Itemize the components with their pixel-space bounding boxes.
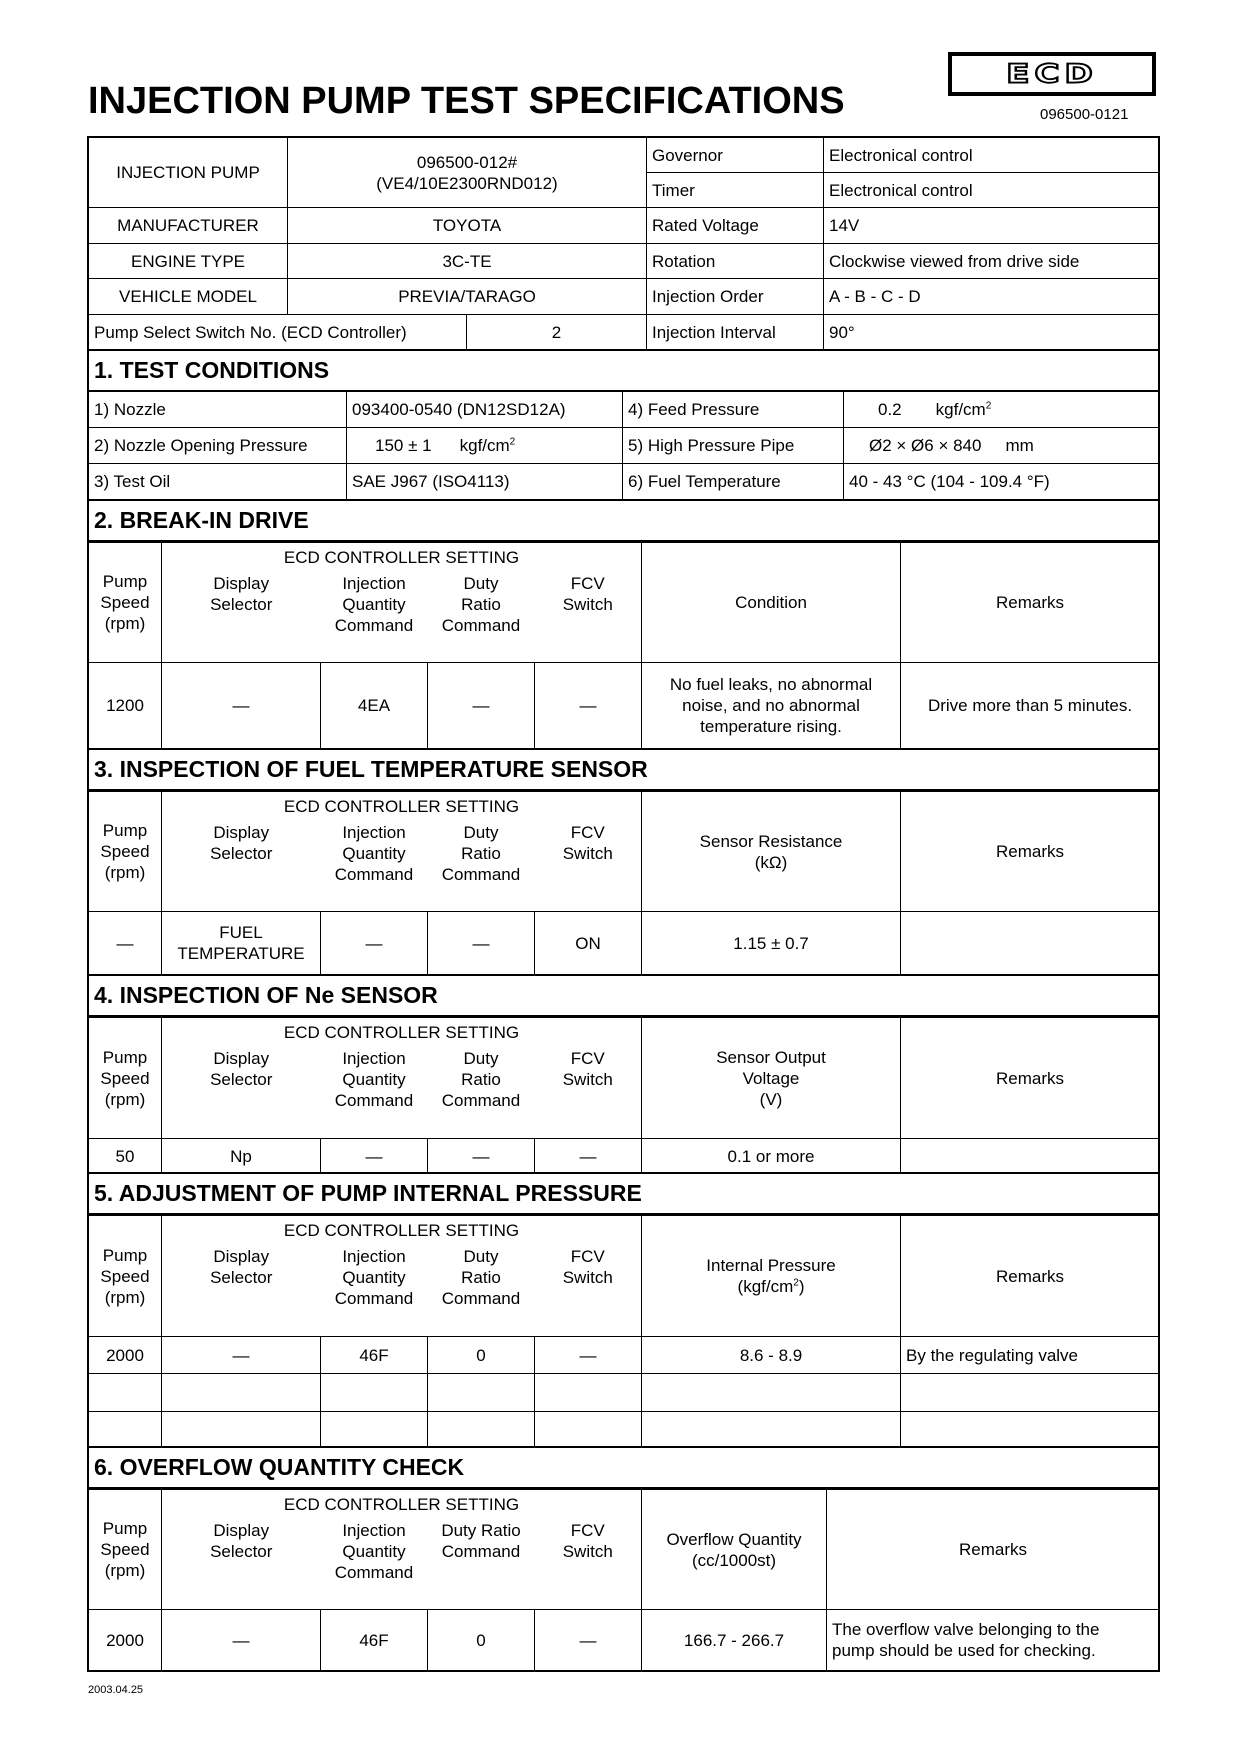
fcv-switch-header: FCV Switch (535, 1048, 642, 1139)
display-selector-cell: FUEL TEMPERATURE (162, 912, 321, 975)
sensor-resistance-header: Sensor Resistance (kΩ) (642, 792, 901, 912)
sensor-output-voltage-cell: 0.1 or more (642, 1139, 901, 1174)
rated-voltage-label: Rated Voltage (647, 208, 824, 244)
ecd-controller-setting-header: ECD CONTROLLER SETTING (162, 1018, 642, 1048)
rated-voltage-value: 14V (824, 208, 1160, 244)
manufacturer-label: MANUFACTURER (89, 208, 288, 244)
pump-speed-cell: — (89, 912, 162, 975)
duty-ratio-cell: — (428, 663, 535, 749)
injection-quantity-cell: 4EA (321, 663, 428, 749)
test-oil-value: SAE J967 (ISO4113) (347, 464, 623, 500)
injection-quantity-cell: 46F (321, 1337, 428, 1374)
display-selector-cell: — (162, 1610, 321, 1671)
pump-speed-cell: 50 (89, 1139, 162, 1174)
pump-speed-cell: 2000 (89, 1610, 162, 1671)
section-1-title: 1. TEST CONDITIONS (88, 349, 1159, 392)
internal-pressure-cell: 8.6 - 8.9 (642, 1337, 901, 1374)
duty-ratio-command-header: Duty Ratio Command (428, 822, 535, 912)
ecd-controller-setting-header: ECD CONTROLLER SETTING (162, 1216, 642, 1246)
break-in-drive-table (88, 542, 1160, 749)
fcv-switch-cell: — (535, 663, 642, 749)
remarks-header: Remarks (901, 1216, 1160, 1337)
pump-speed-header: Pump Speed (rpm) (89, 543, 162, 663)
manufacturer-value: TOYOTA (288, 208, 647, 244)
remarks-cell: By the regulating valve (901, 1337, 1160, 1374)
rotation-label: Rotation (647, 244, 824, 279)
vehicle-model-label: VEHICLE MODEL (89, 279, 288, 315)
ecd-logo (948, 52, 1156, 96)
injection-quantity-command-header: Injection Quantity Command (321, 1048, 428, 1139)
injection-quantity-cell: 46F (321, 1610, 428, 1671)
test-oil-label: 3) Test Oil (89, 464, 347, 500)
pump-info-table (88, 137, 647, 315)
display-selector-header: Display Selector (162, 573, 321, 663)
document-number: 096500-0121 (1040, 106, 1129, 123)
pump-speed-header: Pump Speed (rpm) (89, 1490, 162, 1610)
high-pressure-pipe-value: Ø2 × Ø6 × 840 mm (844, 428, 1160, 464)
governor-value: Electronical control (824, 138, 1160, 173)
injection-pump-label: INJECTION PUMP (89, 138, 288, 208)
vehicle-model-value: PREVIA/TARAGO (288, 279, 647, 315)
remarks-header: Remarks (901, 1018, 1160, 1139)
fcv-switch-cell: — (535, 1337, 642, 1374)
remarks-header: Remarks (901, 543, 1160, 663)
pump-select-table (88, 314, 647, 351)
display-selector-header: Display Selector (162, 1520, 321, 1610)
fcv-switch-cell: — (535, 1139, 642, 1174)
fcv-switch-header: FCV Switch (535, 1246, 642, 1337)
remarks-cell: Drive more than 5 minutes. (901, 663, 1160, 749)
injection-interval-value: 90° (824, 315, 1160, 351)
pump-internal-pressure-table (88, 1215, 1160, 1447)
duty-ratio-command-header: Duty Ratio Command (428, 573, 535, 663)
rotation-value: Clockwise viewed from drive side (824, 244, 1160, 279)
internal-pressure-header: Internal Pressure $(kgf/cm^2)$ (642, 1216, 901, 1337)
injection-quantity-command-header: Injection Quantity Command (321, 573, 428, 663)
remarks-cell: The overflow valve belonging to the pump should be used for checking. (827, 1610, 1160, 1671)
section-5-title: 5. ADJUSTMENT OF PUMP INTERNAL PRESSURE (88, 1172, 1159, 1215)
injection-quantity-command-header: Injection Quantity Command (321, 822, 428, 912)
pump-speed-cell: 1200 (89, 663, 162, 749)
timer-value: Electronical control (824, 173, 1160, 208)
display-selector-cell: — (162, 663, 321, 749)
ne-sensor-table (88, 1017, 1160, 1174)
overflow-quantity-header: Overflow Quantity (cc/1000st) (642, 1490, 827, 1610)
display-selector-header: Display Selector (162, 822, 321, 912)
footer-date: 2003.04.25 (88, 1684, 144, 1696)
sensor-resistance-cell: 1.15 ± 0.7 (642, 912, 901, 975)
display-selector-header: Display Selector (162, 1246, 321, 1337)
fcv-switch-header: FCV Switch (535, 822, 642, 912)
injection-order-label: Injection Order (647, 279, 824, 315)
duty-ratio-cell: 0 (428, 1337, 535, 1374)
nozzle-value: 093400-0540 (DN12SD12A) (347, 392, 623, 428)
fuel-temperature-label: 6) Fuel Temperature (623, 464, 844, 500)
pump-speed-header: Pump Speed (rpm) (89, 792, 162, 912)
remarks-cell (901, 912, 1160, 975)
overflow-quantity-cell: 166.7 - 266.7 (642, 1610, 827, 1671)
engine-type-label: ENGINE TYPE (89, 244, 288, 279)
pump-speed-header: Pump Speed (rpm) (89, 1018, 162, 1139)
sensor-output-voltage-header: Sensor Output Voltage (V) (642, 1018, 901, 1139)
remarks-cell (901, 1139, 1160, 1174)
section-2-title: 2. BREAK-IN DRIVE (88, 499, 1159, 542)
duty-ratio-cell: — (428, 1139, 535, 1174)
nozzle-label: 1) Nozzle (89, 392, 347, 428)
fuel-temperature-value: 40 - 43 °C (104 - 109.4 °F) (844, 464, 1160, 500)
ecd-logo-text: ECD (1006, 59, 1098, 89)
injection-quantity-cell: — (321, 1139, 428, 1174)
duty-ratio-command-header: Duty Ratio Command (428, 1048, 535, 1139)
fcv-switch-cell: ON (535, 912, 642, 975)
duty-ratio-cell: 0 (428, 1610, 535, 1671)
section-3-title: 3. INSPECTION OF FUEL TEMPERATURE SENSOR (88, 748, 1159, 791)
test-conditions-table (88, 391, 1160, 500)
remarks-header: Remarks (901, 792, 1160, 912)
display-selector-cell: — (162, 1337, 321, 1374)
injection-quantity-cell: — (321, 912, 428, 975)
duty-ratio-command-header: Duty Ratio Command (428, 1520, 535, 1610)
display-selector-header: Display Selector (162, 1048, 321, 1139)
ecd-controller-setting-header: ECD CONTROLLER SETTING (162, 792, 642, 822)
nozzle-opening-pressure-value: 150 ± 1 kgf/$cm^2$ (347, 428, 623, 464)
pump-speed-cell: 2000 (89, 1337, 162, 1374)
feed-pressure-value: 0.2 kgf/$cm^2$ (844, 392, 1160, 428)
pump-spec-table (646, 137, 1160, 351)
injection-order-value: A - B - C - D (824, 279, 1160, 315)
feed-pressure-label: 4) Feed Pressure (623, 392, 844, 428)
overflow-quantity-table (88, 1489, 1160, 1671)
governor-label: Governor (647, 138, 824, 173)
fcv-switch-header: FCV Switch (535, 1520, 642, 1610)
section-6-title: 6. OVERFLOW QUANTITY CHECK (88, 1446, 1159, 1489)
fuel-temperature-sensor-table (88, 791, 1160, 975)
display-selector-cell: Np (162, 1139, 321, 1174)
duty-ratio-command-header: Duty Ratio Command (428, 1246, 535, 1337)
injection-quantity-command-header: Injection Quantity Command (321, 1246, 428, 1337)
section-4-title: 4. INSPECTION OF Ne SENSOR (88, 974, 1159, 1017)
condition-header: Condition (642, 543, 901, 663)
remarks-header: Remarks (827, 1490, 1160, 1610)
injection-interval-label: Injection Interval (647, 315, 824, 351)
high-pressure-pipe-label: 5) High Pressure Pipe (623, 428, 844, 464)
empty-row (89, 1374, 1160, 1412)
fcv-switch-header: FCV Switch (535, 573, 642, 663)
condition-cell: No fuel leaks, no abnormal noise, and no abnormal temperature rising. (642, 663, 901, 749)
pump-speed-header: Pump Speed (rpm) (89, 1216, 162, 1337)
fcv-switch-cell: — (535, 1610, 642, 1671)
nozzle-opening-pressure-label: 2) Nozzle Opening Pressure (89, 428, 347, 464)
injection-pump-value: 096500-012# (VE4/10E2300RND012) (288, 138, 647, 208)
engine-type-value: 3C-TE (288, 244, 647, 279)
pump-select-label: Pump Select Switch No. (ECD Controller) (89, 315, 467, 351)
empty-row (89, 1412, 1160, 1447)
ecd-controller-setting-header: ECD CONTROLLER SETTING (162, 543, 642, 573)
pump-select-value: 2 (467, 315, 647, 351)
injection-quantity-command-header: Injection Quantity Command (321, 1520, 428, 1610)
page-title: INJECTION PUMP TEST SPECIFICATIONS (88, 80, 845, 122)
duty-ratio-cell: — (428, 912, 535, 975)
timer-label: Timer (647, 173, 824, 208)
ecd-controller-setting-header: ECD CONTROLLER SETTING (162, 1490, 642, 1520)
